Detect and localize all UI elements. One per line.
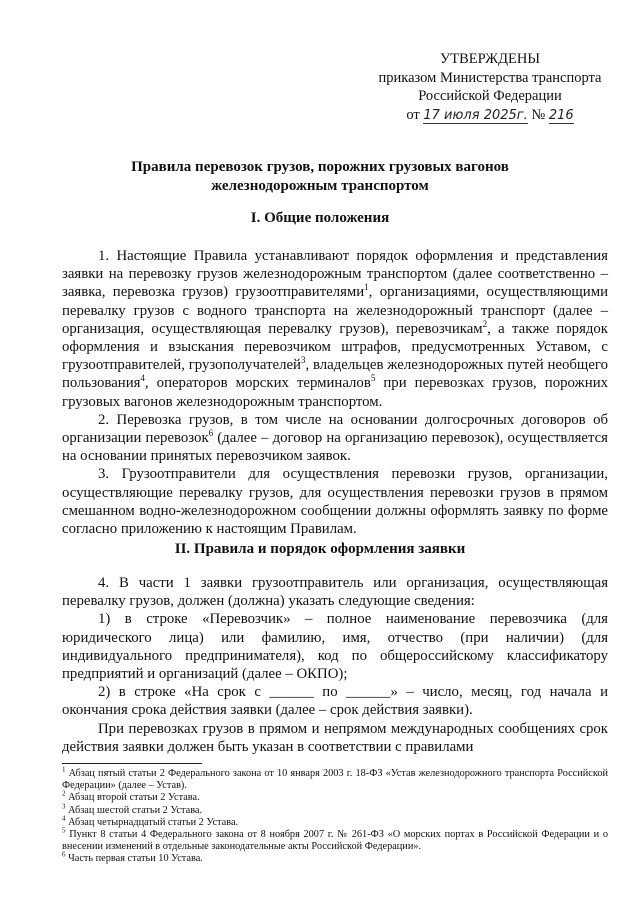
footnote-number: 6 xyxy=(62,851,66,859)
footnote-3 xyxy=(62,802,608,817)
footnote-number: 3 xyxy=(62,802,66,811)
footnote-number: 2 xyxy=(62,789,66,798)
footnote-ref-1: 1 xyxy=(364,282,369,293)
paragraph-4-item-1: 1) в строке «Перевозчик» – полное наименование перевозчика (для юридического лица) или фамилию, имя, отчество (при наличии) (для индивидуального предпринимателя), код по общероссийскому классификатору предприятий и организаций (далее – ОКПО); xyxy=(62,611,608,683)
para1-text-3: , а также порядок оформления и взыскания перевозчиком штрафов, предусмотренных Уставом, с грузоотправителей, грузополучателей xyxy=(62,320,608,374)
approval-heading: УТВЕРЖДЕНЫ xyxy=(439,51,541,67)
paragraph-4-item-2: 2) в строке «На срок с ______ по ______» – число, месяц, год начала и окончания срока действия заявки (далее – срок действия заявки). xyxy=(62,684,608,719)
document-title xyxy=(60,158,580,195)
footnote-text: Абзац второй статьи 2 Устава. xyxy=(65,792,200,804)
section-1-body xyxy=(62,247,608,538)
paragraph-4: 4. В части 1 заявки грузоотправитель или организация, осуществляющая перевалку грузов, должен (должна) указать следующие сведения: xyxy=(62,575,608,610)
footnote-text: Абзац шестой статьи 2 Устава. xyxy=(65,804,203,816)
title-line-1: Правила перевозок грузов, порожних грузовых вагонов xyxy=(131,159,509,175)
section-2-heading: II. Правила и порядок оформления заявки xyxy=(174,541,466,557)
footnote-ref-6: 6 xyxy=(208,428,214,439)
para1-text-5: , операторов морских терминалов xyxy=(144,375,371,392)
number-prefix: № xyxy=(531,106,546,123)
footnotes xyxy=(62,765,608,866)
para1-text-4: , владельцев железнодорожных путей необщего пользования xyxy=(62,357,608,392)
footnote-ref-3: 3 xyxy=(300,355,306,366)
footnote-number: 5 xyxy=(62,826,66,835)
paragraph-5: При перевозках грузов в прямом и непрямом международных сообщениях срок действия заявки должен быть указан в соответствии с правилами xyxy=(62,720,608,755)
footnote-number: 4 xyxy=(62,814,66,823)
handwritten-number: 216 xyxy=(548,107,574,123)
section-2-body xyxy=(62,574,608,756)
para2-text-1: 2. Перевозка грузов, в том числе на основании долгосрочных договоров об организации перевозок xyxy=(62,411,608,447)
para2-text-2: (далее – договор на организацию перевозок), осуществляется на основании принятых перевозчиком заявок. xyxy=(62,430,608,465)
footnote-number: 1 xyxy=(62,765,66,774)
paragraph-1 xyxy=(62,247,608,411)
footnote-text: Абзац пятый статьи 2 Федерального закона от 10 января 2003 г. 18-ФЗ «Устав железнодорожного транспорта Российской Федерации» (далее – Устав). xyxy=(62,768,608,792)
footnote-2 xyxy=(62,789,608,804)
footnote-text: Пункт 8 статьи 4 Федерального закона от 8 ноября 2007 г. № 261-ФЗ «О морских портах в Российской Федерации и о внесении изменений в отдельные законодательные акты Российской Федерации». xyxy=(62,829,608,853)
title-line-2: железнодорожным транспортом xyxy=(211,177,429,194)
paragraph-3: 3. Грузоотправители для осуществления перевозки грузов, организации, осуществляющие перевалку грузов, для осуществления перевозки грузов в прямом смешанном водно-железнодорожном сообщении должны оформлять заявку по форме согласно приложению к настоящим Правилам. xyxy=(62,466,608,538)
footnote-divider xyxy=(62,763,202,764)
footnote-text: Часть первая статьи 10 Устава. xyxy=(65,853,203,865)
footnote-1 xyxy=(62,765,608,792)
para1-text-6: при перевозках грузов, порожних грузовых вагонов железнодорожным транспортом. xyxy=(62,375,609,410)
handwritten-date: 17 июля 2025г. xyxy=(423,107,528,123)
footnote-6 xyxy=(62,853,608,865)
approval-country: Российской Федерации xyxy=(418,88,562,104)
section-1-heading: I. Общие положения xyxy=(250,210,390,226)
approval-block xyxy=(370,50,610,125)
footnote-ref-5: 5 xyxy=(370,373,376,384)
footnote-5 xyxy=(62,826,608,853)
approval-date-line xyxy=(370,106,610,126)
footnote-ref-4: 4 xyxy=(140,373,145,384)
footnote-ref-2: 2 xyxy=(482,318,488,329)
approval-order: приказом Министерства транспорта xyxy=(378,69,602,86)
date-prefix: от xyxy=(406,106,420,123)
footnote-4 xyxy=(62,814,608,829)
para1-text-2: , организациями, осуществляющими перевалку грузов с водного транспорта на железнодорожный транспорт (далее – организация, осуществляющая перевалку грузов), перевозчикам xyxy=(62,284,608,337)
para1-text-1: 1. Настоящие Правила устанавливают порядок оформления и представления заявки на перевозку грузов железнодорожным транспортом (далее соответственно – заявка, перевозка грузов) грузоотправителями xyxy=(62,248,608,301)
paragraph-2 xyxy=(62,411,608,466)
footnote-text: Абзац четырнадцатый статьи 2 Устава. xyxy=(65,816,239,828)
